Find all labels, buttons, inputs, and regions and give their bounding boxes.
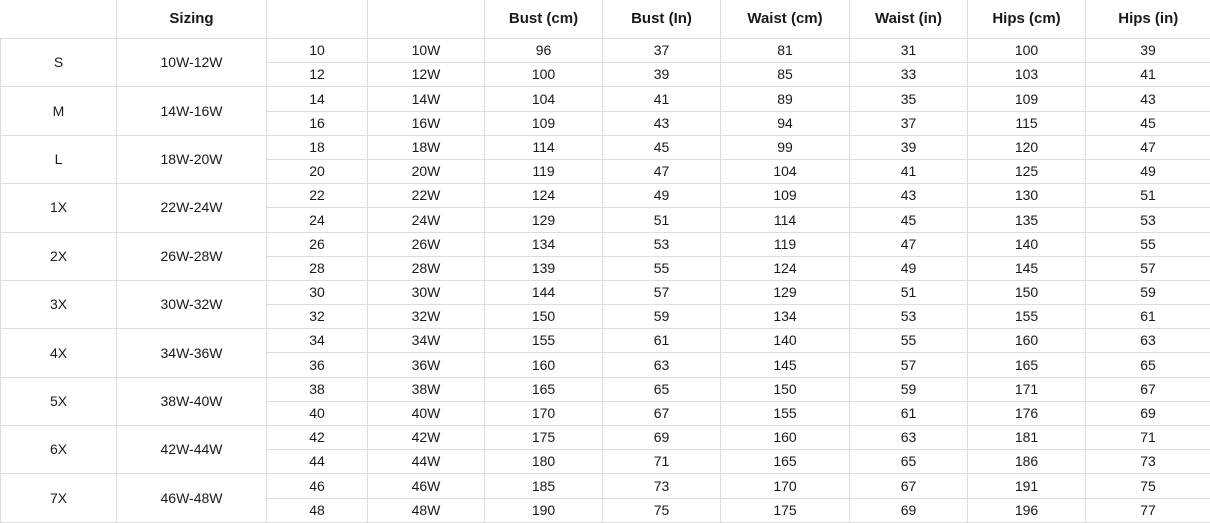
cell-bust-in: 59	[603, 305, 721, 329]
cell-waist-cm: 129	[721, 280, 850, 304]
cell-hips-in: 53	[1086, 208, 1210, 232]
cell-waist-in: 51	[850, 280, 968, 304]
cell-waist-cm: 175	[721, 498, 850, 522]
cell-bust-cm: 114	[485, 135, 603, 159]
cell-waist-cm: 134	[721, 305, 850, 329]
table-header	[1, 0, 1210, 39]
cell-w-range-2x: 26W-28W	[117, 232, 267, 280]
cell-bust-in: 73	[603, 474, 721, 498]
cell-number: 14	[267, 87, 368, 111]
cell-number-w: 32W	[368, 305, 485, 329]
cell-w-range-4x: 34W-36W	[117, 329, 267, 377]
table-row	[1, 232, 1210, 256]
cell-waist-cm: 85	[721, 63, 850, 87]
cell-bust-in: 67	[603, 401, 721, 425]
cell-number: 36	[267, 353, 368, 377]
table-body	[1, 39, 1210, 523]
cell-bust-in: 43	[603, 111, 721, 135]
cell-waist-cm: 81	[721, 39, 850, 63]
header-waist-cm: Waist (cm)	[721, 0, 850, 39]
cell-number-w: 30W	[368, 280, 485, 304]
cell-waist-in: 67	[850, 474, 968, 498]
cell-bust-in: 61	[603, 329, 721, 353]
cell-hips-cm: 186	[968, 450, 1086, 474]
cell-number-w: 20W	[368, 159, 485, 183]
cell-bust-in: 63	[603, 353, 721, 377]
cell-w-range-5x: 38W-40W	[117, 377, 267, 425]
table-row	[1, 377, 1210, 401]
cell-hips-cm: 171	[968, 377, 1086, 401]
cell-waist-in: 53	[850, 305, 968, 329]
cell-waist-in: 59	[850, 377, 968, 401]
cell-hips-in: 71	[1086, 426, 1210, 450]
cell-hips-cm: 135	[968, 208, 1086, 232]
cell-bust-in: 37	[603, 39, 721, 63]
cell-waist-in: 33	[850, 63, 968, 87]
cell-waist-cm: 150	[721, 377, 850, 401]
cell-number-w: 24W	[368, 208, 485, 232]
cell-bust-in: 41	[603, 87, 721, 111]
cell-size-5x: 5X	[1, 377, 117, 425]
cell-hips-in: 39	[1086, 39, 1210, 63]
cell-w-range-s: 10W-12W	[117, 39, 267, 87]
cell-bust-cm: 165	[485, 377, 603, 401]
cell-bust-cm: 150	[485, 305, 603, 329]
cell-hips-cm: 115	[968, 111, 1086, 135]
cell-hips-in: 77	[1086, 498, 1210, 522]
cell-bust-in: 51	[603, 208, 721, 232]
cell-size-s: S	[1, 39, 117, 87]
cell-w-range-1x: 22W-24W	[117, 184, 267, 232]
cell-number: 20	[267, 159, 368, 183]
cell-number: 12	[267, 63, 368, 87]
cell-waist-in: 35	[850, 87, 968, 111]
cell-size-6x: 6X	[1, 426, 117, 474]
cell-bust-cm: 119	[485, 159, 603, 183]
cell-waist-in: 47	[850, 232, 968, 256]
cell-hips-in: 59	[1086, 280, 1210, 304]
cell-bust-cm: 170	[485, 401, 603, 425]
table-row	[1, 280, 1210, 304]
cell-waist-cm: 119	[721, 232, 850, 256]
table-row	[1, 39, 1210, 63]
table-row	[1, 184, 1210, 208]
cell-hips-in: 43	[1086, 87, 1210, 111]
cell-waist-cm: 89	[721, 87, 850, 111]
cell-w-range-3x: 30W-32W	[117, 280, 267, 328]
cell-waist-in: 41	[850, 159, 968, 183]
header-blank	[1, 0, 117, 39]
cell-number-w: 12W	[368, 63, 485, 87]
cell-bust-cm: 124	[485, 184, 603, 208]
cell-bust-in: 53	[603, 232, 721, 256]
cell-hips-cm: 103	[968, 63, 1086, 87]
cell-waist-cm: 114	[721, 208, 850, 232]
cell-size-7x: 7X	[1, 474, 117, 522]
cell-hips-cm: 155	[968, 305, 1086, 329]
cell-bust-cm: 155	[485, 329, 603, 353]
cell-number: 10	[267, 39, 368, 63]
cell-number: 38	[267, 377, 368, 401]
header-blank-3	[368, 0, 485, 39]
cell-waist-in: 55	[850, 329, 968, 353]
cell-hips-cm: 160	[968, 329, 1086, 353]
cell-number-w: 34W	[368, 329, 485, 353]
cell-size-4x: 4X	[1, 329, 117, 377]
cell-w-range-m: 14W-16W	[117, 87, 267, 135]
cell-hips-in: 67	[1086, 377, 1210, 401]
cell-bust-in: 71	[603, 450, 721, 474]
cell-hips-cm: 130	[968, 184, 1086, 208]
header-hips-in: Hips (in)	[1086, 0, 1210, 39]
header-sizing: Sizing	[117, 0, 267, 39]
cell-number: 48	[267, 498, 368, 522]
cell-waist-in: 69	[850, 498, 968, 522]
cell-hips-cm: 120	[968, 135, 1086, 159]
cell-waist-cm: 99	[721, 135, 850, 159]
cell-number-w: 26W	[368, 232, 485, 256]
cell-bust-in: 69	[603, 426, 721, 450]
cell-bust-in: 45	[603, 135, 721, 159]
cell-number: 24	[267, 208, 368, 232]
cell-waist-cm: 109	[721, 184, 850, 208]
cell-size-1x: 1X	[1, 184, 117, 232]
cell-waist-in: 63	[850, 426, 968, 450]
cell-w-range-7x: 46W-48W	[117, 474, 267, 522]
cell-waist-in: 45	[850, 208, 968, 232]
cell-w-range-6x: 42W-44W	[117, 426, 267, 474]
cell-number: 40	[267, 401, 368, 425]
cell-waist-cm: 170	[721, 474, 850, 498]
cell-number: 30	[267, 280, 368, 304]
cell-number: 22	[267, 184, 368, 208]
table-row	[1, 87, 1210, 111]
cell-hips-cm: 145	[968, 256, 1086, 280]
cell-bust-cm: 104	[485, 87, 603, 111]
cell-hips-in: 55	[1086, 232, 1210, 256]
cell-waist-in: 49	[850, 256, 968, 280]
cell-number: 46	[267, 474, 368, 498]
cell-bust-cm: 134	[485, 232, 603, 256]
cell-hips-in: 73	[1086, 450, 1210, 474]
cell-bust-cm: 100	[485, 63, 603, 87]
cell-number-w: 22W	[368, 184, 485, 208]
table-row	[1, 135, 1210, 159]
cell-bust-cm: 109	[485, 111, 603, 135]
cell-hips-in: 65	[1086, 353, 1210, 377]
cell-w-range-l: 18W-20W	[117, 135, 267, 183]
cell-hips-cm: 196	[968, 498, 1086, 522]
header-row	[1, 0, 1210, 39]
cell-hips-in: 75	[1086, 474, 1210, 498]
cell-waist-cm: 160	[721, 426, 850, 450]
cell-hips-in: 61	[1086, 305, 1210, 329]
header-bust-in: Bust (In)	[603, 0, 721, 39]
cell-size-l: L	[1, 135, 117, 183]
cell-waist-in: 39	[850, 135, 968, 159]
cell-bust-cm: 175	[485, 426, 603, 450]
cell-number: 18	[267, 135, 368, 159]
cell-bust-in: 65	[603, 377, 721, 401]
cell-number-w: 10W	[368, 39, 485, 63]
cell-bust-in: 47	[603, 159, 721, 183]
cell-number-w: 48W	[368, 498, 485, 522]
cell-hips-cm: 181	[968, 426, 1086, 450]
cell-hips-in: 51	[1086, 184, 1210, 208]
cell-waist-in: 57	[850, 353, 968, 377]
header-waist-in: Waist (in)	[850, 0, 968, 39]
cell-number-w: 46W	[368, 474, 485, 498]
cell-bust-in: 55	[603, 256, 721, 280]
cell-bust-in: 39	[603, 63, 721, 87]
cell-size-m: M	[1, 87, 117, 135]
cell-hips-in: 69	[1086, 401, 1210, 425]
cell-hips-cm: 150	[968, 280, 1086, 304]
cell-number: 42	[267, 426, 368, 450]
cell-number: 28	[267, 256, 368, 280]
cell-number: 26	[267, 232, 368, 256]
header-hips-cm: Hips (cm)	[968, 0, 1086, 39]
cell-hips-in: 47	[1086, 135, 1210, 159]
cell-number-w: 16W	[368, 111, 485, 135]
cell-number: 32	[267, 305, 368, 329]
cell-number-w: 38W	[368, 377, 485, 401]
cell-bust-in: 49	[603, 184, 721, 208]
cell-number: 16	[267, 111, 368, 135]
cell-hips-in: 57	[1086, 256, 1210, 280]
cell-bust-cm: 185	[485, 474, 603, 498]
cell-number-w: 42W	[368, 426, 485, 450]
cell-hips-in: 63	[1086, 329, 1210, 353]
cell-size-2x: 2X	[1, 232, 117, 280]
cell-waist-cm: 145	[721, 353, 850, 377]
cell-waist-cm: 140	[721, 329, 850, 353]
header-blank-2	[267, 0, 368, 39]
cell-waist-cm: 124	[721, 256, 850, 280]
cell-waist-cm: 165	[721, 450, 850, 474]
cell-number-w: 28W	[368, 256, 485, 280]
cell-bust-cm: 129	[485, 208, 603, 232]
cell-hips-cm: 191	[968, 474, 1086, 498]
cell-waist-cm: 155	[721, 401, 850, 425]
cell-waist-in: 31	[850, 39, 968, 63]
cell-number-w: 14W	[368, 87, 485, 111]
cell-bust-in: 75	[603, 498, 721, 522]
cell-number-w: 44W	[368, 450, 485, 474]
cell-hips-cm: 109	[968, 87, 1086, 111]
cell-hips-in: 41	[1086, 63, 1210, 87]
cell-hips-cm: 176	[968, 401, 1086, 425]
cell-waist-in: 65	[850, 450, 968, 474]
header-bust-cm: Bust (cm)	[485, 0, 603, 39]
cell-bust-cm: 139	[485, 256, 603, 280]
cell-waist-cm: 104	[721, 159, 850, 183]
cell-bust-cm: 190	[485, 498, 603, 522]
cell-hips-cm: 140	[968, 232, 1086, 256]
cell-number: 44	[267, 450, 368, 474]
cell-bust-in: 57	[603, 280, 721, 304]
cell-waist-cm: 94	[721, 111, 850, 135]
cell-hips-cm: 100	[968, 39, 1086, 63]
table-row	[1, 426, 1210, 450]
cell-hips-cm: 165	[968, 353, 1086, 377]
cell-number: 34	[267, 329, 368, 353]
cell-bust-cm: 180	[485, 450, 603, 474]
table-row	[1, 329, 1210, 353]
cell-size-3x: 3X	[1, 280, 117, 328]
cell-number-w: 40W	[368, 401, 485, 425]
cell-number-w: 36W	[368, 353, 485, 377]
table-row	[1, 474, 1210, 498]
cell-waist-in: 61	[850, 401, 968, 425]
cell-number-w: 18W	[368, 135, 485, 159]
cell-bust-cm: 144	[485, 280, 603, 304]
cell-hips-in: 49	[1086, 159, 1210, 183]
cell-waist-in: 37	[850, 111, 968, 135]
cell-waist-in: 43	[850, 184, 968, 208]
cell-bust-cm: 160	[485, 353, 603, 377]
cell-hips-cm: 125	[968, 159, 1086, 183]
cell-bust-cm: 96	[485, 39, 603, 63]
cell-hips-in: 45	[1086, 111, 1210, 135]
